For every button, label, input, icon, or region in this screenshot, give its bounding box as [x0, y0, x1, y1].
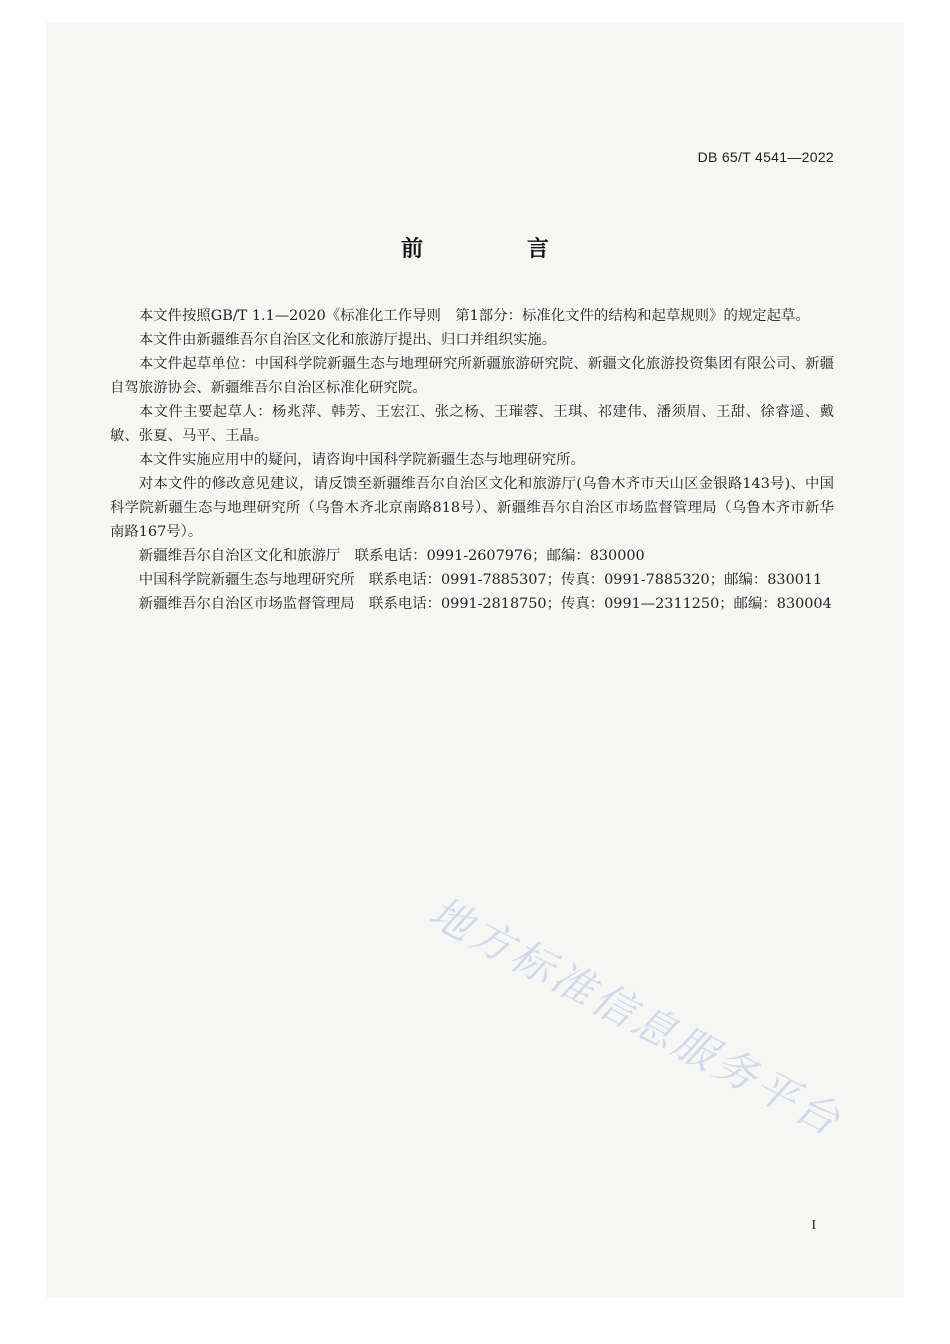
paragraph-drafting-units: 本文件起草单位：中国科学院新疆生态与地理研究所新疆旅游研究院、新疆文化旅游投资集团有限公司、新疆自驾旅游协会、新疆维吾尔自治区标准化研究院。: [110, 356, 834, 396]
paragraph-inquiry: 本文件实施应用中的疑问，请咨询中国科学院新疆生态与地理研究所。: [138, 452, 585, 468]
paragraph-feedback: 对本文件的修改意见建议，请反馈至新疆维吾尔自治区文化和旅游厅(乌鲁木齐市天山区金银路143号)、中国科学院新疆生态与地理研究所（乌鲁木齐北京南路818号）、新疆维吾尔自治区市场监督管理局（乌鲁木齐市新华南路167号）。: [110, 476, 834, 540]
paragraph-drafting-rules: 本文件按照GB/T 1.1—2020《标准化工作导则 第1部分：标准化文件的结构和起草规则》的规定起草。: [138, 308, 810, 324]
document-code: DB 65/T 4541—2022: [697, 149, 834, 165]
paragraph-proposer: 本文件由新疆维吾尔自治区文化和旅游厅提出、归口并组织实施。: [138, 332, 557, 348]
document-page: [46, 22, 904, 1298]
contact-line-tourism: 新疆维吾尔自治区文化和旅游厅 联系电话：0991-2607976；邮编：830000: [138, 548, 645, 564]
contact-line-market: 新疆维吾尔自治区市场监督管理局 联系电话：0991-2818750；传真：0991—2311250；邮编：830004: [138, 596, 832, 612]
watermark: 地方标准信息服务平台: [421, 887, 851, 1147]
paragraph-drafters: 本文件主要起草人：杨兆萍、韩芳、王宏江、张之杨、王璀蓉、王琪、祁建伟、潘须眉、王甜、徐睿遥、戴敏、张夏、马平、王晶。: [110, 404, 834, 444]
page-title: 前 言: [401, 236, 597, 262]
contact-line-cas: 中国科学院新疆生态与地理研究所 联系电话：0991-7885307；传真：0991-7885320；邮编：830011: [138, 572, 823, 588]
page-number: I: [811, 1218, 816, 1233]
foreword-body: [110, 304, 834, 616]
